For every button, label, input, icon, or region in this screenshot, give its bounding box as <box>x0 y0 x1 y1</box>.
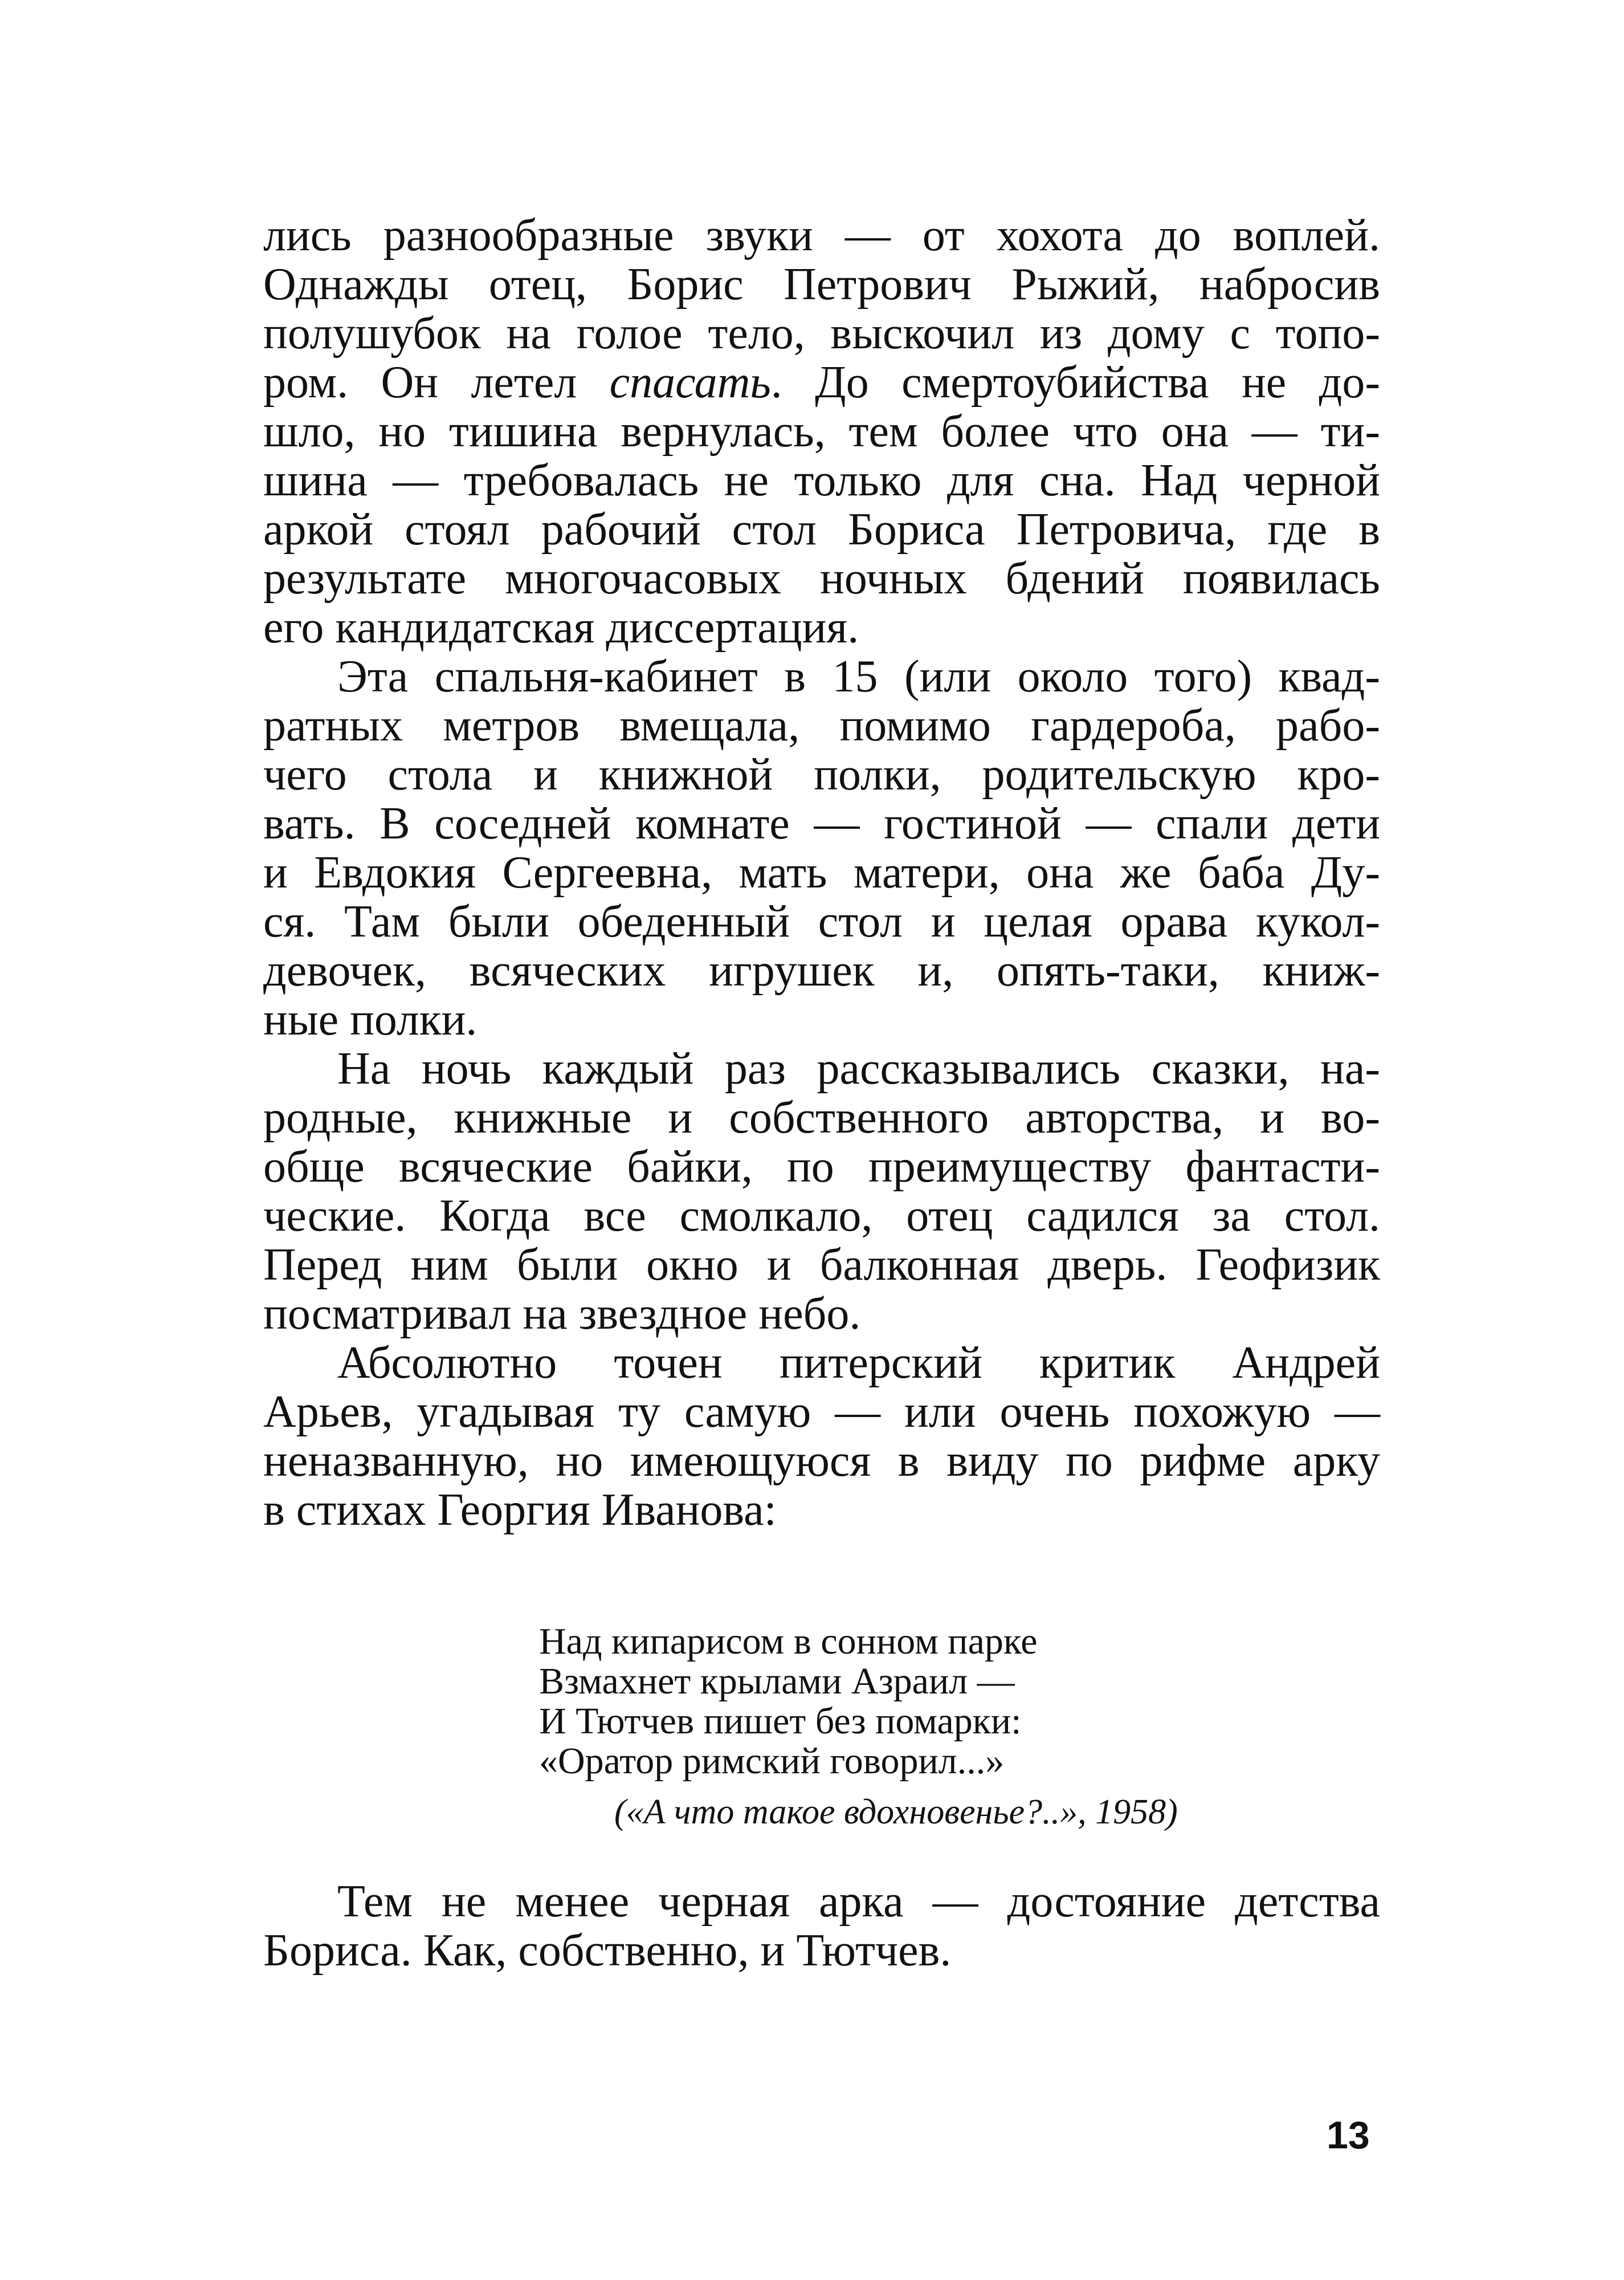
text-line: На ночь каждый раз рассказывались сказки, на- <box>337 1044 1380 1094</box>
text-line: ные полки. <box>263 995 478 1045</box>
text-line: чего стола и книжной полки, родительскую кро- <box>263 750 1380 800</box>
text-line: результате многочасовых ночных бдений появилась <box>263 553 1380 604</box>
poem-source: («А что такое вдохновенье?..», 1958) <box>614 1793 1178 1831</box>
text-line: ратных метров вмещала, помимо гардероба, рабо- <box>263 701 1380 751</box>
poem-line: Взмахнет крылами Азраил — <box>539 1660 1015 1702</box>
text-line: вать. В соседней комнате — гостиной — спали дети <box>263 799 1380 849</box>
text-line: Эта спальня-кабинет в 15 (или около того) квад- <box>337 652 1380 702</box>
text-line: Абсолютно точен питерский критик Андрей <box>337 1338 1380 1388</box>
text-line: Однажды отец, Борис Петрович Рыжий, набросив <box>263 259 1380 310</box>
text-line: Перед ним были окно и балконная дверь. Геофизик <box>263 1240 1380 1290</box>
text-line: посматривал на звездное небо. <box>263 1289 861 1339</box>
text-line: неназванную, но имеющуюся в виду по рифме арку <box>263 1436 1380 1486</box>
text-line: Бориса. Как, собственно, и Тютчев. <box>263 1925 952 1976</box>
text-line: и Евдокия Сергеевна, мать матери, она же баба Ду- <box>263 848 1380 898</box>
poem-line: И Тютчев пишет без помарки: <box>539 1700 1022 1742</box>
text-fragment: ром. Он летел <box>263 357 610 408</box>
poem-line: «Оратор римский говорил...» <box>539 1740 1005 1782</box>
text-line: обще всяческие байки, по преимуществу фантасти- <box>263 1142 1380 1192</box>
page-number: 13 <box>1327 2114 1370 2157</box>
emphasis-word: спасать <box>609 357 771 408</box>
text-line: в стихах Георгия Иванова: <box>263 1485 777 1535</box>
text-line: шина — требовалась не только для сна. Над черной <box>263 455 1380 506</box>
closing-paragraph <box>263 1877 1380 1975</box>
text-line: шло, но тишина вернулась, тем более что она — ти- <box>263 406 1380 457</box>
text-line: Тем не менее черная арка — достояние детства <box>337 1876 1380 1927</box>
text-line: ся. Там были обеденный стол и целая орава кукол- <box>263 897 1380 947</box>
text-line: его кандидатская диссертация. <box>263 602 859 653</box>
text-line: родные, книжные и собственного авторства, и во- <box>263 1093 1380 1143</box>
main-text <box>263 211 1380 1534</box>
text-line: аркой стоял рабочий стол Бориса Петровича, где в <box>263 504 1380 555</box>
poem-quote <box>539 1622 1280 1781</box>
text-fragment: . До смертоубийства не до- <box>770 357 1380 408</box>
text-line <box>263 358 1380 407</box>
text-line: лись разнообразные звуки — от хохота до воплей. <box>263 210 1380 260</box>
text-line: полушубок на голое тело, выскочил из дому с топо- <box>263 308 1380 359</box>
text-line: ческие. Когда все смолкало, отец садился за стол. <box>263 1191 1380 1241</box>
text-line: девочек, всяческих игрушек и, опять-таки, книж- <box>263 946 1380 996</box>
poem-line: Над кипарисом в сонном парке <box>539 1621 1038 1662</box>
text-line: Арьев, угадывая ту самую — или очень похожую — <box>263 1387 1380 1437</box>
